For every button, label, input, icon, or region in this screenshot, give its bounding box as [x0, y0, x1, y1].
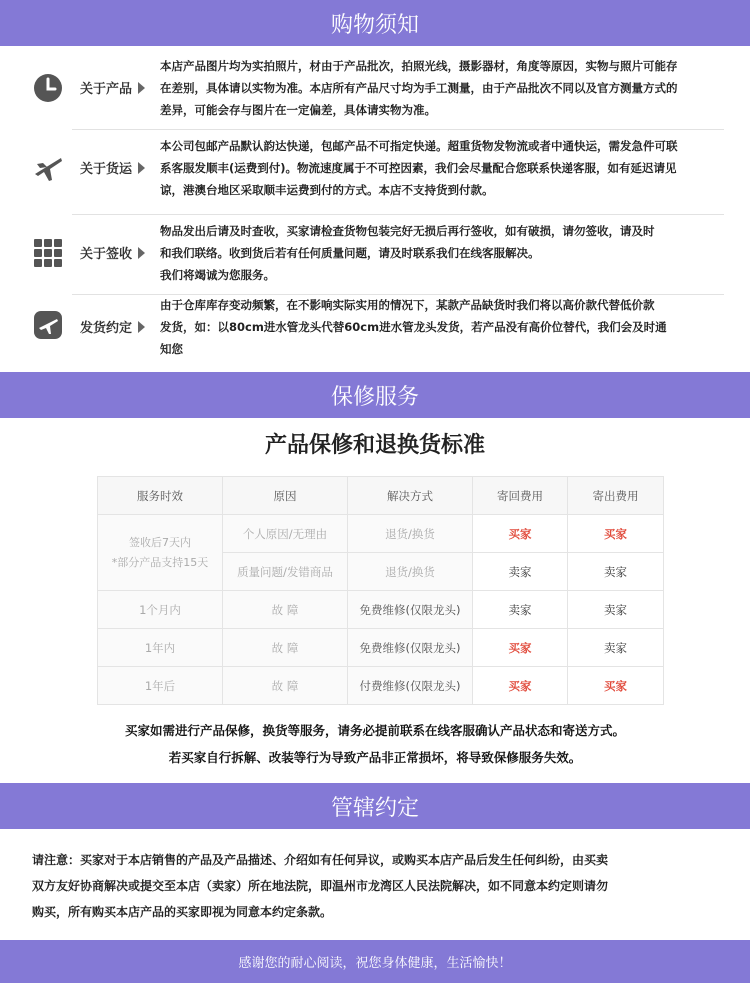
- jurisdiction-section: [0, 829, 750, 940]
- table-header: 原因: [223, 477, 348, 515]
- reason-cell: 故 障: [223, 629, 348, 667]
- notice-label: 关于产品: [80, 78, 145, 97]
- footer-text: 感谢您的耐心阅读，祝您身体健康，生活愉快！: [238, 956, 512, 971]
- section-title: 保修服务: [330, 384, 419, 410]
- reason-cell: 质量问题/发错商品: [223, 553, 348, 591]
- send-fee-cell: 卖家: [568, 553, 664, 591]
- triangle-icon: [138, 321, 145, 333]
- notice-label: 关于签收: [80, 243, 145, 262]
- table-row: [98, 667, 664, 705]
- table-header-row: [98, 477, 664, 515]
- period-cell: 1年内: [98, 629, 223, 667]
- reason-cell: 个人原因/无理由: [223, 515, 348, 553]
- table-row: [98, 515, 664, 553]
- return-fee-cell: 卖家: [473, 553, 568, 591]
- shopping-notice-banner: [0, 0, 750, 46]
- airplane-icon: [32, 152, 64, 184]
- reason-cell: 故 障: [223, 667, 348, 705]
- return-fee-cell: 买家: [473, 667, 568, 705]
- send-fee-cell: 卖家: [568, 629, 664, 667]
- triangle-icon: [138, 82, 145, 94]
- notice-text: 本店产品图片均为实拍照片，材由于产品批次，拍照光线，摄影器材，角度等原因，实物与照片可能存 在差别，具体请以实物为准。本店所有产品尺寸均为手工测量，由于产品批次不同以及官方测量方式的 差异，可能会存与图片在一定偏差，具体请实物为准。: [160, 59, 678, 117]
- grid-icon: [32, 237, 64, 269]
- triangle-icon: [138, 162, 145, 174]
- send-fee-cell: 卖家: [568, 591, 664, 629]
- period-cell: 签收后7天内 *部分产品支持15天: [98, 515, 223, 591]
- jurisdiction-text: 请注意：买家对于本店销售的产品及产品描述、介绍如有任何异议，或购买本店产品后发生任何纠纷，由买卖 双方友好协商解决或提交至本店（卖家）所在地法院，即温州市龙湾区人民法院解决，如不同意本约定则请勿 购买，所有购买本店产品的买家即视为同意本约定条款。: [32, 853, 609, 919]
- notice-text: 由于仓库库存变动频繁，在不影响实际实用的情况下，某款产品缺货时我们将以高价款代替低价款 发货，如：以80cm进水管龙头代替60cm进水管龙头发货，若产品没有高价位替代，我们会及时通 知您: [160, 298, 667, 356]
- divider: [72, 214, 724, 215]
- warranty-banner: [0, 372, 750, 418]
- plane-badge-icon: [32, 309, 64, 341]
- solution-cell: 退货/换货: [348, 553, 473, 591]
- notice-label: 关于货运: [80, 158, 145, 177]
- solution-cell: 免费维修(仅限龙头): [348, 591, 473, 629]
- section-title: 购物须知: [330, 12, 419, 38]
- send-fee-cell: 买家: [568, 667, 664, 705]
- jurisdiction-banner: [0, 783, 750, 829]
- warranty-note: 买家如需进行产品保修，换货等服务，请务必提前联系在线客服确认产品状态和寄送方式。: [124, 723, 625, 738]
- warranty-note: 若买家自行拆解、改装等行为导致产品非正常损坏，将导致保修服务失效。: [168, 750, 582, 765]
- solution-cell: 免费维修(仅限龙头): [348, 629, 473, 667]
- warranty-title: 产品保修和退换货标准: [264, 433, 485, 458]
- table-header: 服务时效: [98, 477, 223, 515]
- table-row: [98, 629, 664, 667]
- send-fee-cell: 买家: [568, 515, 664, 553]
- notice-text: 物品发出后请及时查收，买家请检查货物包装完好无损后再行签收，如有破损，请勿签收，请及时 和我们联络。收到货后若有任何质量问题，请及时联系我们在线客服解决。 我们将竭诚为您服务。: [160, 224, 655, 282]
- table-header: 解决方式: [348, 477, 473, 515]
- shopping-notice: [0, 46, 750, 372]
- warranty-table: [97, 476, 664, 705]
- notice-label: 发货约定: [80, 317, 145, 336]
- section-title: 管辖约定: [330, 795, 419, 821]
- triangle-icon: [138, 247, 145, 259]
- return-fee-cell: 买家: [473, 515, 568, 553]
- return-fee-cell: 卖家: [473, 591, 568, 629]
- table-row: [98, 591, 664, 629]
- period-cell: 1个月内: [98, 591, 223, 629]
- solution-cell: 退货/换货: [348, 515, 473, 553]
- footer-banner: [0, 940, 750, 983]
- notice-text: 本公司包邮产品默认韵达快递，包邮产品不可指定快递。超重货物发物流或者中通快运，需发急件可联 系客服发顺丰(运费到付)。物流速度属于不可控因素，我们会尽量配合您联系快递客服，如有延迟请见 谅，港澳台地区采取顺丰运费到付的方式。本店不支持货到付款。: [160, 139, 678, 197]
- table-header: 寄出费用: [568, 477, 664, 515]
- divider: [72, 129, 724, 130]
- return-fee-cell: 买家: [473, 629, 568, 667]
- table-header: 寄回费用: [473, 477, 568, 515]
- reason-cell: 故 障: [223, 591, 348, 629]
- warranty-section: [0, 418, 750, 783]
- period-cell: 1年后: [98, 667, 223, 705]
- solution-cell: 付费维修(仅限龙头): [348, 667, 473, 705]
- clock-icon: [32, 72, 64, 104]
